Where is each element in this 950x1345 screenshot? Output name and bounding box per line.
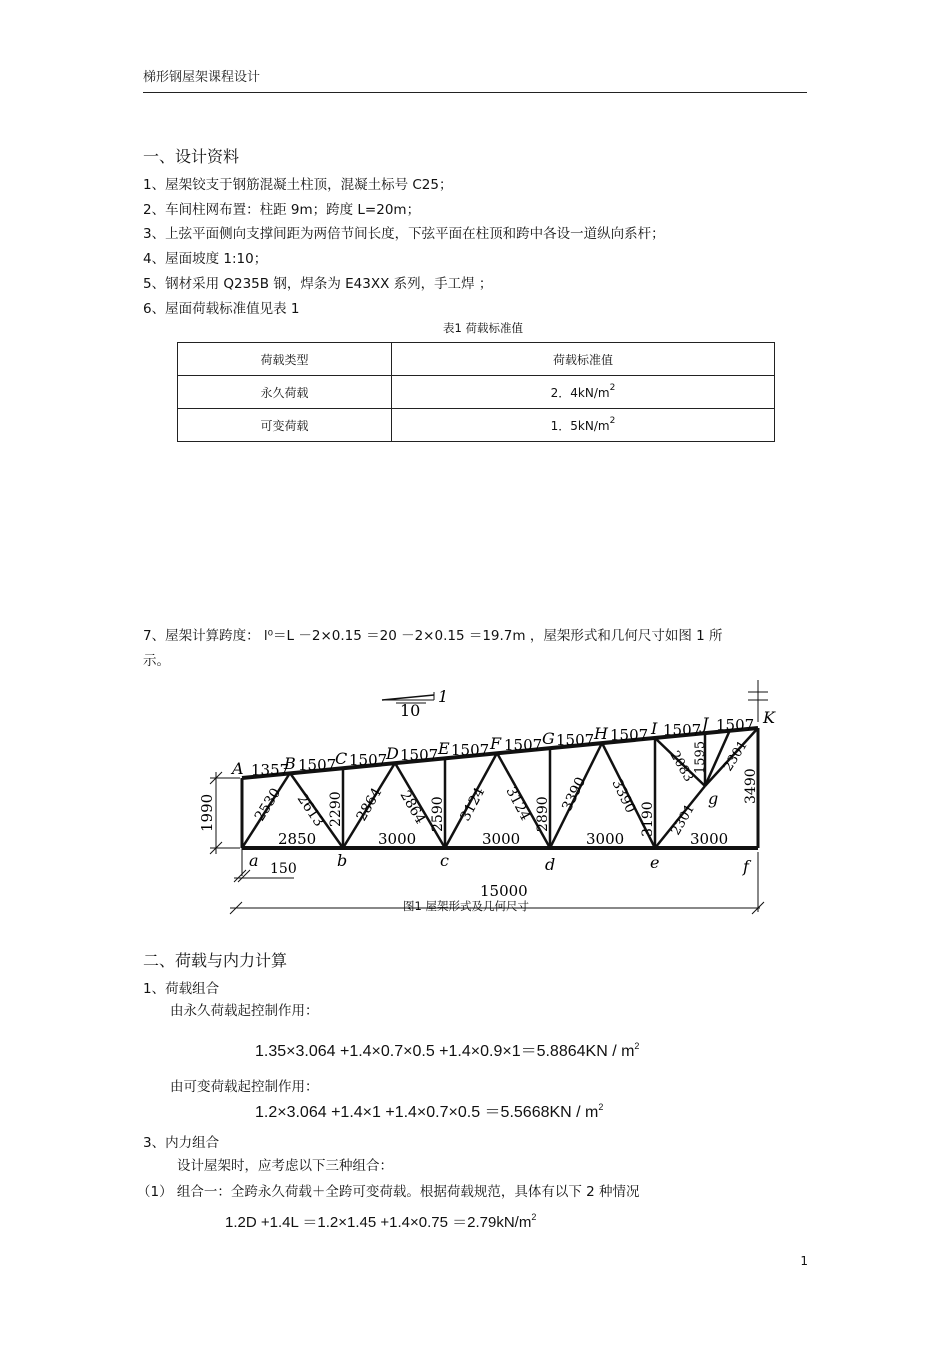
variable-control-label: 由可变荷载起控制作用：	[170, 1079, 319, 1095]
equation-text: 1.2D +1.4L ＝1.2×1.45 +1.4×0.75 ＝2.79kN/m	[225, 1214, 532, 1231]
page-number: 1	[800, 1254, 808, 1268]
bottom-chord-length: 3000	[378, 830, 417, 848]
node-label: C	[335, 749, 348, 768]
unit-exponent: 2	[634, 1041, 640, 1051]
top-chord-length: 1507	[451, 741, 490, 759]
truss-diagram	[200, 672, 800, 914]
top-chord-length: 1507	[716, 716, 755, 734]
node-label: E	[438, 739, 450, 758]
node-label: b	[337, 851, 348, 870]
section2-title: 二、荷载与内力计算	[143, 951, 288, 970]
item-2: 2、车间柱网布置：柱距 9m；跨度 L=20m；	[143, 202, 421, 218]
node-label: D	[386, 744, 399, 763]
item-1: 1、屋架铰支于钢筋混凝土柱顶，混凝土标号 C25；	[143, 177, 453, 193]
node-label: g	[708, 789, 719, 808]
slope-run: 10	[400, 701, 421, 720]
member-length: 2613	[293, 791, 327, 830]
item-5: 5、钢材采用 Q235B 钢，焊条为 E43XX 系列，手工焊 ；	[143, 276, 493, 292]
equation-2	[255, 1099, 603, 1122]
item-7-line2: 示。	[143, 653, 170, 669]
member-length: 2083	[666, 748, 697, 785]
node-label: B	[284, 754, 296, 773]
height-dimension: 1990	[198, 793, 216, 832]
table-header: 荷载类型	[178, 343, 392, 376]
node-label: a	[249, 851, 259, 870]
subheading-internal-force: 3、内力组合	[143, 1135, 220, 1151]
node-label: f	[743, 857, 749, 876]
subheading-load-combination: 1、荷载组合	[143, 981, 220, 997]
member-length: 3124	[502, 784, 534, 824]
member-length: 2864	[353, 785, 386, 824]
node-label: d	[545, 855, 556, 874]
bottom-chord-length: 3000	[482, 830, 521, 848]
equation-text: 1.35×3.064 +1.4×0.7×0.5 +1.4×0.9×1＝5.8864KN / m	[255, 1043, 635, 1060]
top-chord-length: 1507	[400, 746, 439, 764]
top-chord-length: 1357	[251, 761, 290, 779]
load-value: 2．4kN/m	[550, 386, 610, 400]
member-length: 3190	[640, 801, 656, 837]
top-chord-length: 1507	[556, 731, 595, 749]
member-length: 2290	[328, 791, 344, 827]
equation-1	[255, 1038, 639, 1061]
top-chord-length: 1507	[504, 736, 543, 754]
item-6: 6、屋面荷载标准值见表 1	[143, 301, 300, 317]
unit-exponent: 2	[531, 1212, 537, 1222]
node-label: J	[702, 714, 709, 733]
member-length: 2301	[668, 801, 699, 838]
member-length: 2864	[396, 788, 429, 827]
node-label: A	[232, 759, 244, 778]
member-length: 2590	[430, 796, 446, 832]
equation-text: 1.2×3.064 +1.4×1 +1.4×0.7×0.5 ＝5.5668KN / m	[255, 1104, 599, 1121]
slope-indicator	[382, 687, 448, 720]
overall-dimension: 15000	[480, 882, 528, 900]
combination-intro: 设计屋架时，应考虑以下三种组合：	[177, 1158, 393, 1174]
table-cell: 可变荷载	[178, 409, 392, 442]
table-row	[178, 376, 775, 409]
member-length: 3124	[457, 784, 489, 824]
member-length: 2530	[251, 785, 285, 825]
load-value: 1．5kN/m	[550, 419, 610, 433]
table-cell	[392, 376, 775, 409]
bottom-chord-length: 3000	[586, 830, 625, 848]
unit-exponent: 2	[598, 1102, 604, 1112]
permanent-control-label: 由永久荷载起控制作用：	[170, 1003, 319, 1019]
node-label: I	[651, 719, 658, 738]
header-rule	[143, 92, 807, 93]
node-label: H	[594, 724, 608, 743]
node-label: e	[650, 853, 660, 872]
top-chord-length: 1507	[610, 726, 649, 744]
top-chord-length: 1507	[298, 756, 337, 774]
table-cell	[392, 409, 775, 442]
node-label: G	[542, 729, 555, 748]
combination-1: （1） 组合一：全跨永久荷载＋全跨可变荷载。根据荷载规范，具体有以下 2 种情况	[137, 1184, 640, 1200]
dimension-lines	[210, 680, 768, 914]
member-length: 2890	[535, 796, 551, 832]
table-header: 荷载标准值	[392, 343, 775, 376]
member-length: 3390	[608, 776, 639, 816]
member-length: 3490	[743, 768, 759, 804]
member-length: 3390	[559, 774, 590, 814]
offset-dimension: 150	[270, 861, 297, 877]
bottom-chord-length: 2850	[278, 830, 317, 848]
node-label: K	[763, 708, 775, 727]
load-table	[177, 342, 775, 442]
figure-caption: 图1 屋架形式及几何尺寸	[403, 899, 529, 913]
node-label: F	[490, 734, 502, 753]
equation-3	[225, 1211, 536, 1232]
running-header: 梯形钢屋架课程设计	[143, 70, 261, 85]
item-4: 4、屋面坡度 1:10；	[143, 251, 268, 267]
section1-title: 一、设计资料	[143, 147, 240, 166]
top-chord-length: 1507	[663, 721, 702, 739]
member-length: 1595	[693, 740, 708, 774]
item-7-line1: 7、屋架计算跨度： l⁰＝L －2×0.15 ＝20 －2×0.15 ＝19.7m ，屋架形式和几何尺寸如图 1 所	[143, 628, 723, 644]
unit-exponent: 2	[609, 383, 616, 393]
unit-exponent: 2	[609, 416, 616, 426]
table-row	[178, 409, 775, 442]
slope-rise: 1	[438, 687, 449, 706]
bottom-chord-length: 3000	[690, 830, 729, 848]
node-label: c	[440, 851, 449, 870]
table-header-row	[178, 343, 775, 376]
table-caption: 表1 荷载标准值	[443, 321, 523, 335]
item-3: 3、上弦平面侧向支撑间距为两倍节间长度，下弦平面在柱顶和跨中各设一道纵向系杆；	[143, 226, 665, 242]
top-chord-length: 1507	[349, 751, 388, 769]
member-length: 2301	[720, 738, 751, 775]
table-cell: 永久荷载	[178, 376, 392, 409]
